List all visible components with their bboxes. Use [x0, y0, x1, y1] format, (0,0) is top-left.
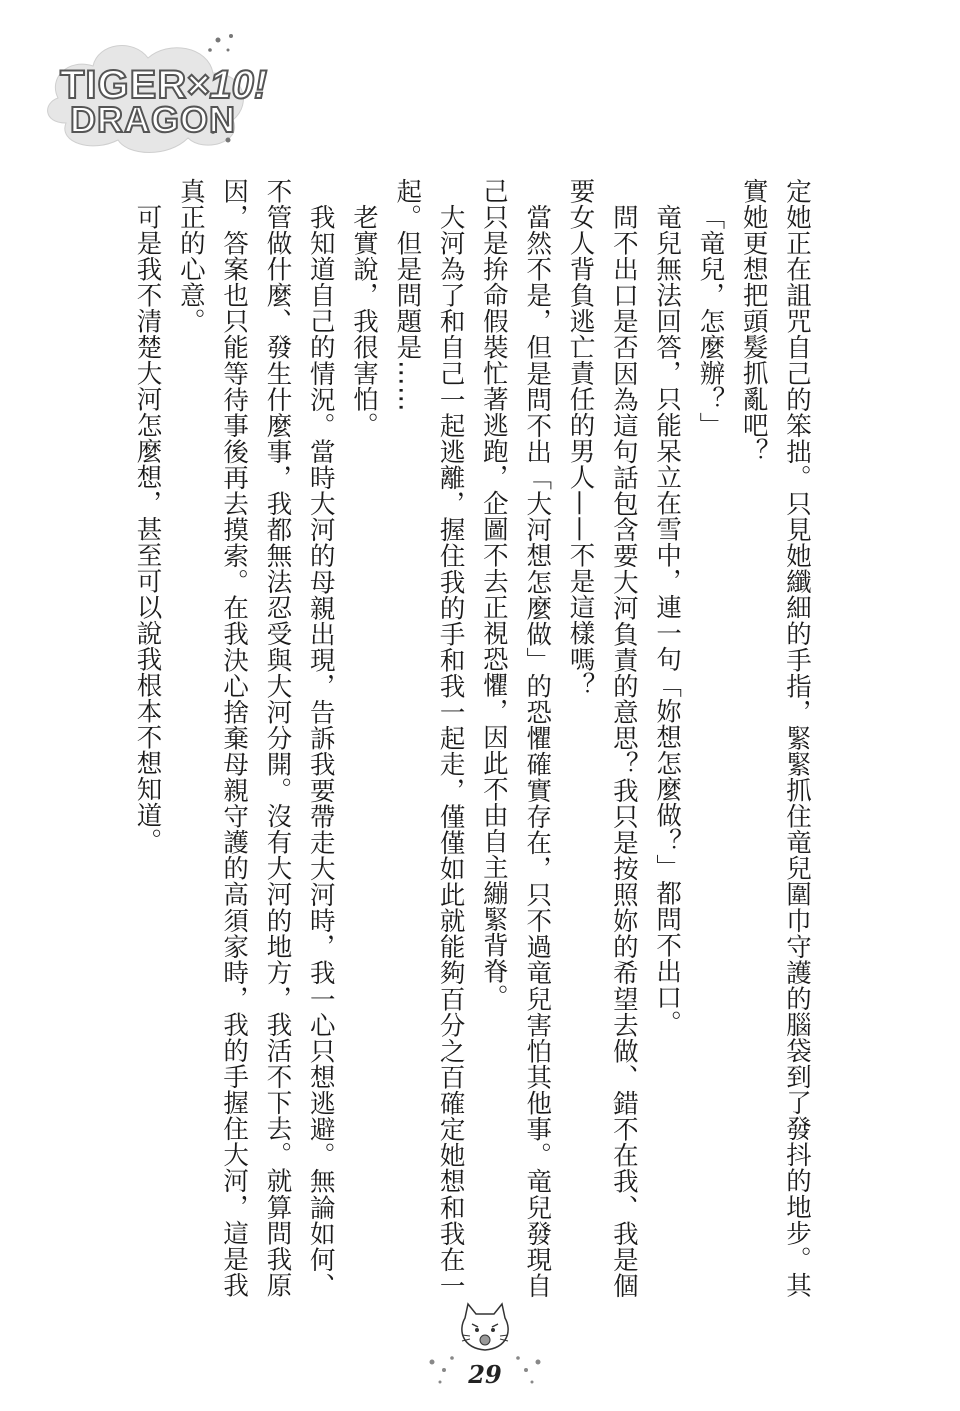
- page-footer: [420, 1300, 550, 1400]
- paragraph: 問不出口是否因為這句話包含要大河負責的意思？我只是按照妳的希望去做、錯不在我、我是個要女人背負逃亡責任的男人——不是這樣嗎？: [565, 178, 639, 1298]
- novel-text-body: [132, 178, 818, 1298]
- logo-volume: ×10!: [186, 63, 268, 107]
- paragraph: 老實說，我很害怕。: [349, 203, 380, 438]
- paragraph: 我知道自己的情況。當時大河的母親出現，告訴我要帶走大河時，我一心只想逃避。無論如何、不管做什麼、發生什麼事，我都無法忍受與大河分開。沒有大河的地方，我活不下去。就算問我原因，答案也只能等待事後再去摸索。在我決心捨棄母親守護的高須家時，我的手握住大河，這是我真正的心意。: [175, 178, 336, 1298]
- logo-line2: DRAGON: [70, 99, 236, 140]
- paragraph: 竜兒無法回答，只能呆立在雪中，連一句「妳想怎麼做？」都問不出口。: [652, 203, 683, 1036]
- paragraph: 定她正在詛咒自己的笨拙。只見她纖細的手指，緊緊抓住竜兒圍巾守護的腦袋到了發抖的地步。其實她更想把頭髮抓亂吧？: [738, 178, 812, 1298]
- paragraph: 可是我不清楚大河怎麼想，甚至可以說我根本不想知道。: [132, 203, 163, 854]
- logo-line1: TIGER: [60, 63, 188, 107]
- page-number: 29: [468, 1360, 502, 1389]
- paragraph: 大河為了和自己一起逃離，握住我的手和我一起走，僅僅如此就能夠百分之百確定她想和我在一起。但是問題是……: [392, 178, 466, 1298]
- paragraph: 當然不是，但是問不出「大河想怎麼做」的恐懼確實存在，只不過竜兒害怕其他事。竜兒發現自己只是拚命假裝忙著逃跑，企圖不去正視恐懼，因此不由自主繃緊背脊。: [478, 178, 553, 1298]
- series-logo: [38, 28, 268, 158]
- paragraph: 「竜兒，怎麼辦？」: [695, 203, 726, 438]
